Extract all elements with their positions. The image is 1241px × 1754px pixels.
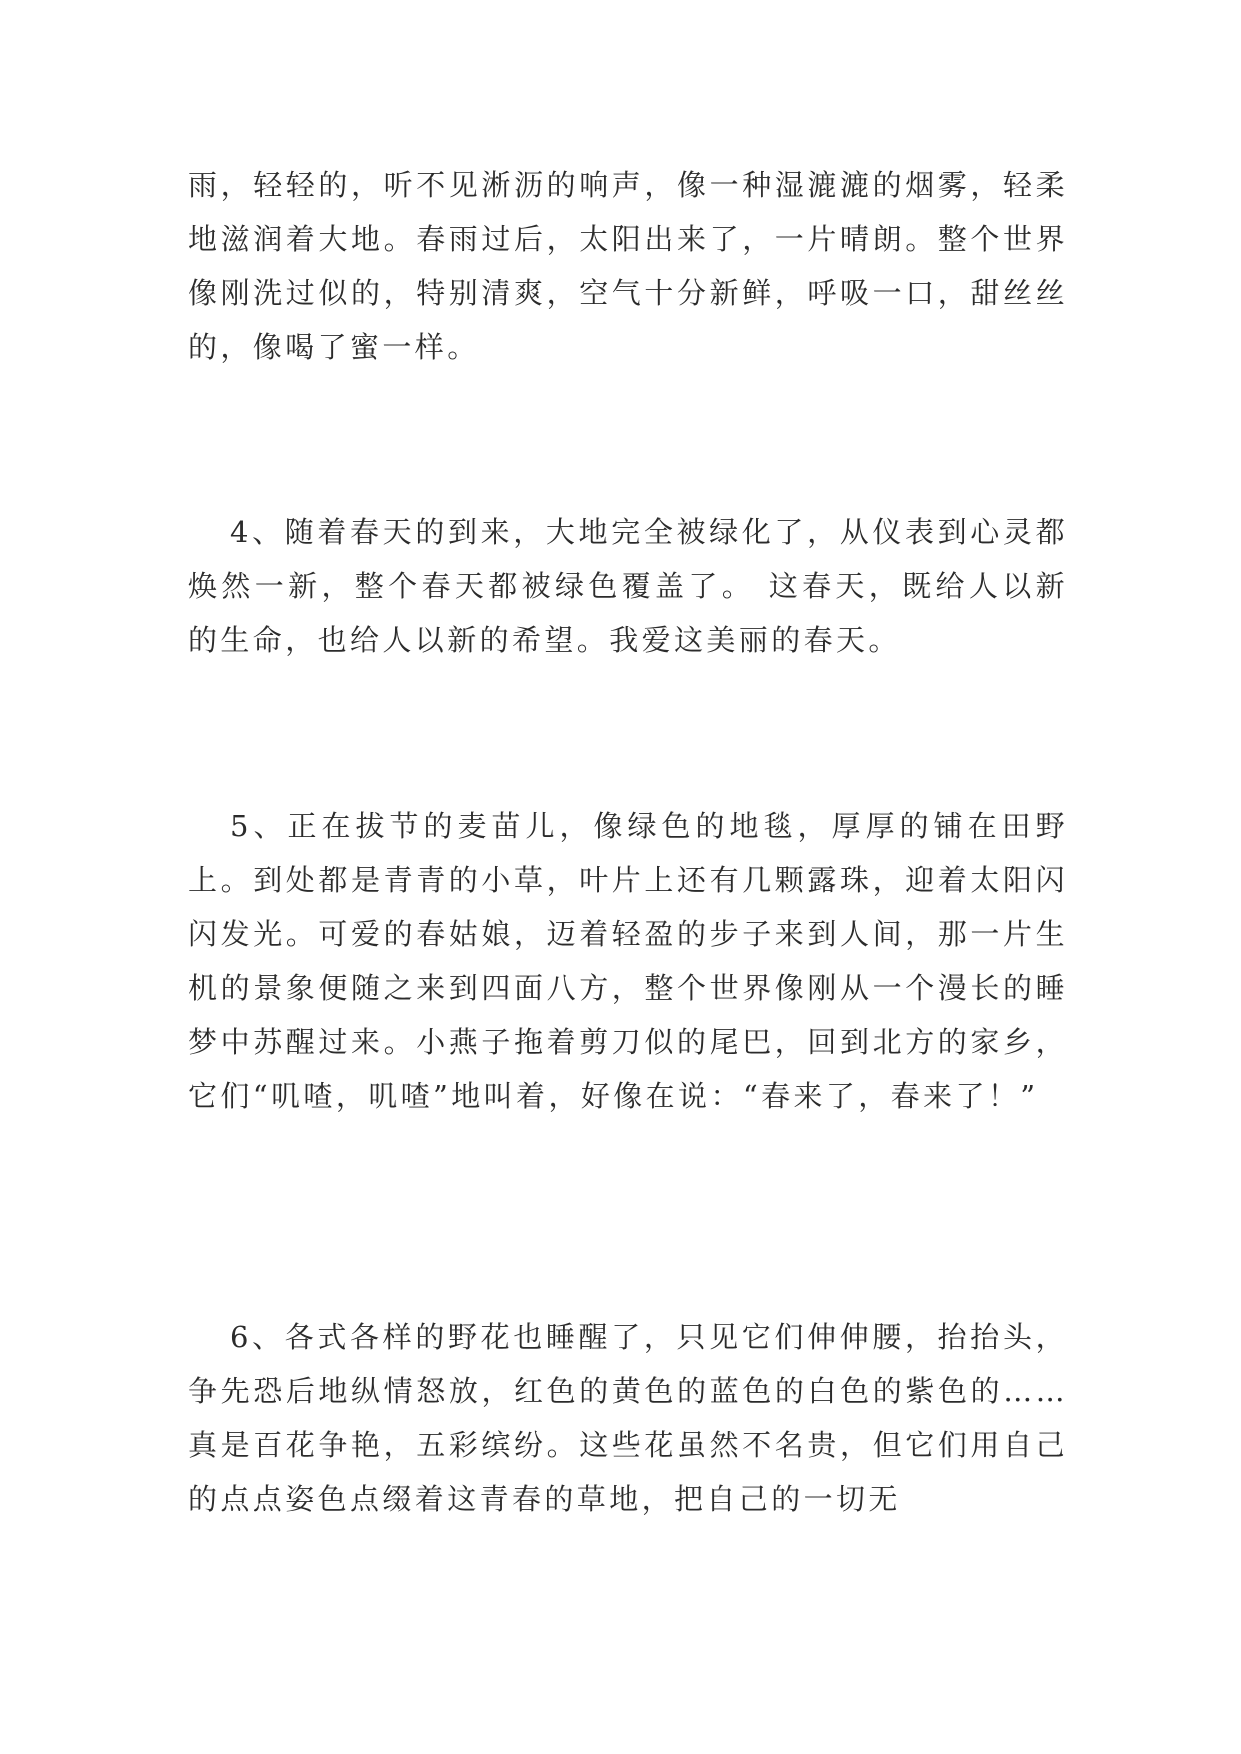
paragraph-6: 6、各式各样的野花也睡醒了，只见它们伸伸腰，抬抬头，争先恐后地纵情怒放，红色的黄色的蓝色的白色的紫色的……真是百花争艳，五彩缤纷。这些花虽然不名贵，但它们用自己的点点姿色点缀着这青春的草地，把自己的一切无 — [188, 1320, 1068, 1516]
paragraph-4: 4、随着春天的到来，大地完全被绿化了，从仪表到心灵都焕然一新，整个春天都被绿色覆盖了。 这春天，既给人以新的生命，也给人以新的希望。我爱这美丽的春天。 — [188, 515, 1068, 657]
paragraph-5: 5、正在拔节的麦苗儿，像绿色的地毯，厚厚的铺在田野上。到处都是青青的小草，叶片上还有几颗露珠，迎着太阳闪闪发光。可爱的春姑娘，迈着轻盈的步子来到人间，那一片生机的景象便随之来到四面八方，整个世界像刚从一个漫长的睡梦中苏醒过来。小燕子拖着剪刀似的尾巴，回到北方的家乡，它们“叽喳，叽喳”地叫着，好像在说：“春来了，春来了！” — [188, 809, 1068, 1113]
paragraph-spring-rain: 雨，轻轻的，听不见淅沥的响声，像一种湿漉漉的烟雾，轻柔地滋润着大地。春雨过后，太阳出来了，一片晴朗。整个世界像刚洗过似的，特别清爽，空气十分新鲜，呼吸一口，甜丝丝的，像喝了蜜一样。 — [188, 168, 1068, 364]
